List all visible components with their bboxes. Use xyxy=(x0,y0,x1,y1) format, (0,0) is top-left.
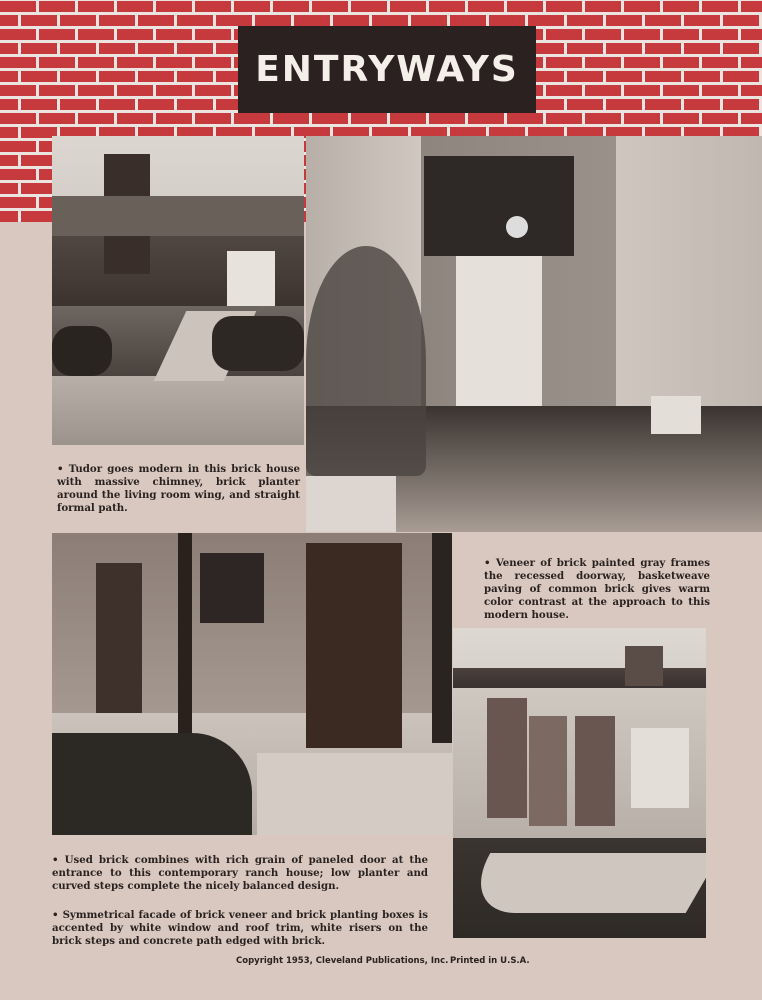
brick xyxy=(0,99,18,110)
brick xyxy=(39,57,75,68)
brick xyxy=(390,113,426,124)
brick xyxy=(546,57,582,68)
brick xyxy=(390,1,426,12)
brick xyxy=(39,113,75,124)
brick xyxy=(156,29,192,40)
brick xyxy=(0,15,18,26)
brick xyxy=(546,29,582,40)
brick xyxy=(684,71,720,82)
brick xyxy=(624,113,660,124)
brick xyxy=(507,1,543,12)
brick xyxy=(234,1,270,12)
brick xyxy=(234,113,270,124)
brick xyxy=(21,15,57,26)
brick xyxy=(645,71,681,82)
title-banner xyxy=(238,26,536,113)
brick xyxy=(567,71,603,82)
brick xyxy=(273,113,309,124)
brick xyxy=(702,57,738,68)
brick xyxy=(723,99,759,110)
brick xyxy=(585,1,621,12)
brick xyxy=(741,1,762,12)
brick xyxy=(702,1,738,12)
brick xyxy=(195,29,231,40)
brick xyxy=(429,113,465,124)
brick xyxy=(468,1,504,12)
brick xyxy=(723,71,759,82)
brick xyxy=(99,71,135,82)
brick xyxy=(39,29,75,40)
brick xyxy=(0,1,36,12)
brick xyxy=(528,15,564,26)
brick xyxy=(333,15,369,26)
brick xyxy=(177,71,213,82)
brick xyxy=(60,99,96,110)
brick xyxy=(741,29,762,40)
brick xyxy=(741,85,762,96)
brick xyxy=(546,113,582,124)
brick xyxy=(624,1,660,12)
brick xyxy=(663,57,699,68)
brick xyxy=(546,85,582,96)
brick xyxy=(606,15,642,26)
brick xyxy=(156,85,192,96)
brick xyxy=(138,99,174,110)
brick xyxy=(351,1,387,12)
brick xyxy=(567,15,603,26)
brick xyxy=(216,15,252,26)
brick xyxy=(0,169,36,180)
brick xyxy=(78,1,114,12)
brick xyxy=(624,29,660,40)
brick xyxy=(0,43,18,54)
brick xyxy=(177,15,213,26)
brick xyxy=(138,15,174,26)
brick xyxy=(60,15,96,26)
brick xyxy=(723,43,759,54)
brick xyxy=(0,197,36,208)
brick xyxy=(0,85,36,96)
brick xyxy=(606,99,642,110)
brick xyxy=(177,99,213,110)
brick xyxy=(294,15,330,26)
brick xyxy=(21,99,57,110)
brick xyxy=(723,15,759,26)
brick xyxy=(0,183,18,194)
brick xyxy=(372,15,408,26)
brick xyxy=(99,99,135,110)
brick xyxy=(0,155,18,166)
brick xyxy=(741,113,762,124)
brick xyxy=(645,15,681,26)
brick xyxy=(663,1,699,12)
brick xyxy=(0,141,36,152)
brick xyxy=(585,57,621,68)
brick xyxy=(60,71,96,82)
brick xyxy=(255,15,291,26)
brick xyxy=(450,15,486,26)
brick xyxy=(645,43,681,54)
brick xyxy=(78,113,114,124)
brick xyxy=(117,1,153,12)
caption-tudor: • Tudor goes modern in this brick house with massive chimney, brick planter around the living room wing, and straight formal path. xyxy=(57,463,300,514)
brick xyxy=(624,57,660,68)
brick xyxy=(156,113,192,124)
photo-used-brick-entrance xyxy=(52,533,452,835)
brick xyxy=(78,85,114,96)
brick xyxy=(546,1,582,12)
brick xyxy=(195,85,231,96)
brick xyxy=(567,99,603,110)
caption-modern-doorway: • Veneer of brick painted gray frames the recessed doorway, basketweave paving of common brick gives warm color contrast at the approach to this modern house. xyxy=(484,557,710,621)
brick xyxy=(606,43,642,54)
brick xyxy=(195,113,231,124)
brick xyxy=(0,71,18,82)
brick xyxy=(156,1,192,12)
copyright-notice: Copyright 1953, Cleveland Publications, Inc. xyxy=(236,956,449,966)
brick xyxy=(411,15,447,26)
brick xyxy=(663,85,699,96)
brick xyxy=(507,113,543,124)
brick xyxy=(468,113,504,124)
brick xyxy=(741,57,762,68)
brick xyxy=(663,113,699,124)
brick xyxy=(117,85,153,96)
brick xyxy=(684,15,720,26)
caption-symmetrical-facade: • Symmetrical facade of brick veneer and brick planting boxes is accented by white window and roof trim, white risers on the brick steps and concrete path edged with brick. xyxy=(52,909,428,947)
photo-tudor-house xyxy=(52,136,304,445)
brick xyxy=(684,43,720,54)
brick xyxy=(195,57,231,68)
brick xyxy=(0,211,18,222)
brick xyxy=(606,71,642,82)
brick xyxy=(21,71,57,82)
printed-in-usa: Printed in U.S.A. xyxy=(450,956,530,966)
photo-symmetrical-facade xyxy=(453,628,706,938)
brick xyxy=(645,99,681,110)
brick xyxy=(489,15,525,26)
brick xyxy=(78,29,114,40)
brick xyxy=(39,85,75,96)
brick xyxy=(585,113,621,124)
page-title: ENTRYWAYS xyxy=(255,49,519,90)
brick xyxy=(39,1,75,12)
brick xyxy=(99,15,135,26)
brick xyxy=(156,57,192,68)
brick xyxy=(60,43,96,54)
brick xyxy=(0,113,36,124)
brick xyxy=(99,43,135,54)
brick xyxy=(702,113,738,124)
brick xyxy=(138,71,174,82)
brick xyxy=(117,29,153,40)
brick xyxy=(177,43,213,54)
brick xyxy=(0,57,36,68)
brick xyxy=(684,99,720,110)
brick xyxy=(273,1,309,12)
brick xyxy=(429,1,465,12)
brick xyxy=(0,29,36,40)
caption-used-brick: • Used brick combines with rich grain of paneled door at the entrance to this contemporary ranch house; low planter and curved steps complete the nicely balanced design. xyxy=(52,854,428,892)
brick xyxy=(195,1,231,12)
brick xyxy=(138,43,174,54)
brick xyxy=(585,29,621,40)
brick xyxy=(78,57,114,68)
brick xyxy=(702,29,738,40)
brick xyxy=(312,1,348,12)
brick xyxy=(21,43,57,54)
brick xyxy=(624,85,660,96)
brick xyxy=(585,85,621,96)
brick xyxy=(0,127,18,138)
brick xyxy=(117,113,153,124)
brick xyxy=(567,43,603,54)
brick xyxy=(117,57,153,68)
brick xyxy=(663,29,699,40)
brick xyxy=(351,113,387,124)
brick xyxy=(702,85,738,96)
brick xyxy=(312,113,348,124)
photo-modern-doorway xyxy=(306,136,762,532)
